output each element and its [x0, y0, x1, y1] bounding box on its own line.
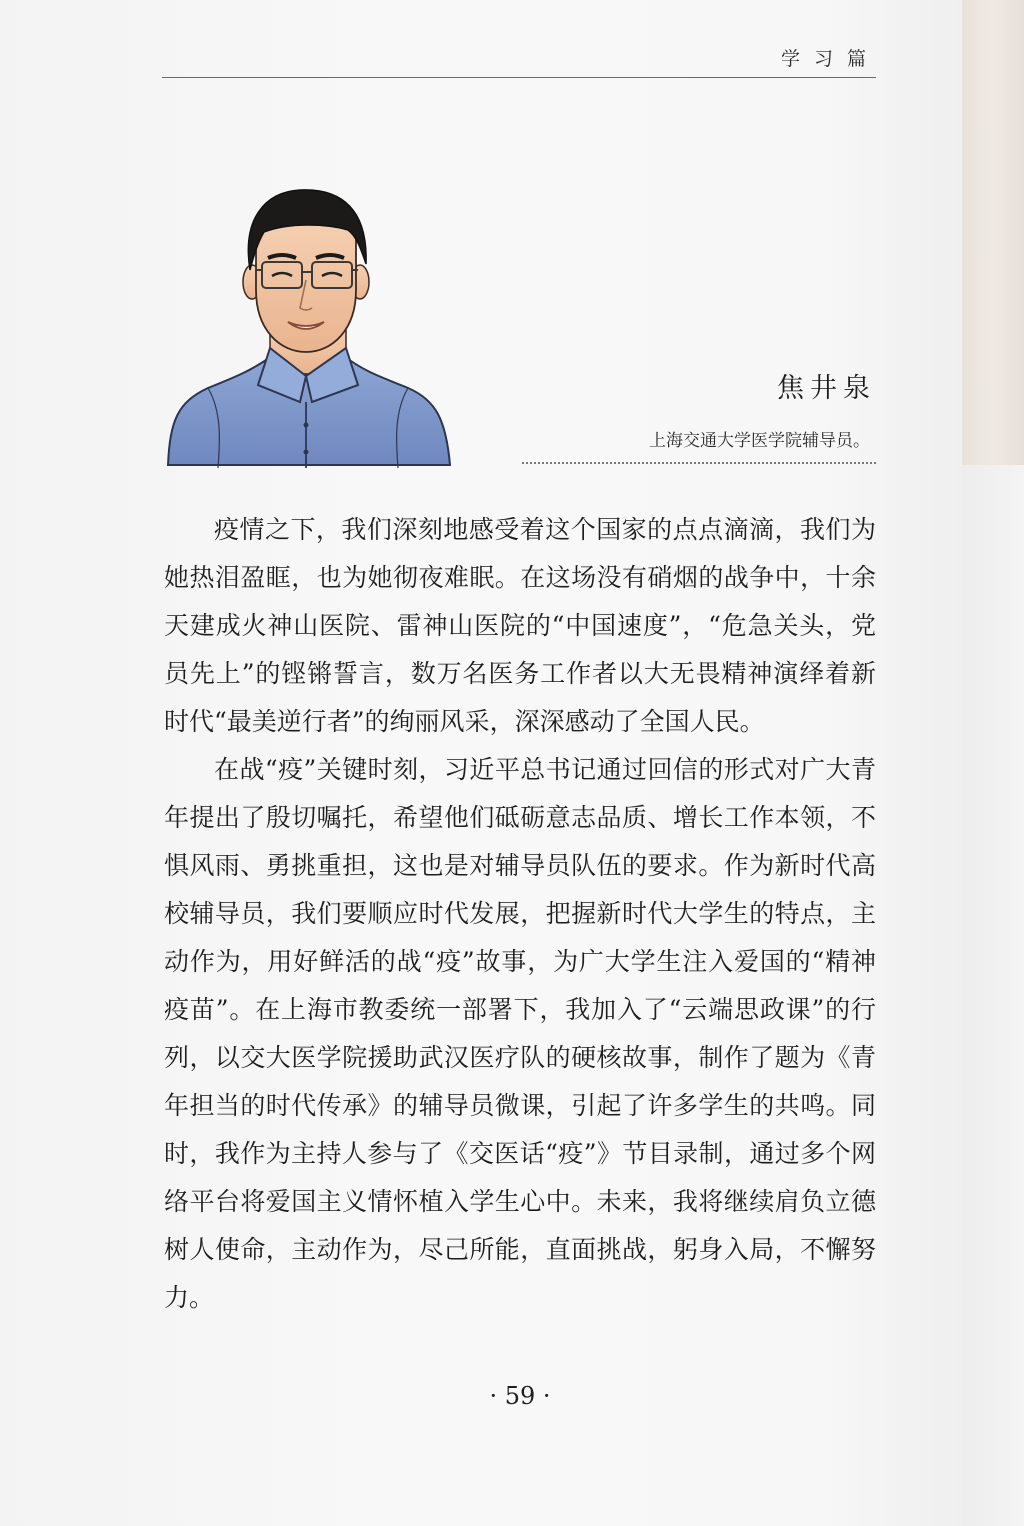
person-name: 焦井泉 — [777, 373, 876, 404]
article-body — [164, 506, 876, 1322]
paragraph: 疫情之下，我们深刻地感受着这个国家的点点滴滴，我们为她热泪盈眶，也为她彻夜难眠。在这场没有硝烟的战争中，十余天建成火神山医院、雷神山医院的“中国速度”，“危急关头，党员先上”的铿锵誓言，数万名医务工作者以大无畏精神演绎着新时代“最美逆行者”的绚丽风采，深深感动了全国人民。 — [164, 515, 876, 736]
page-number: · 59 · — [489, 1382, 551, 1410]
page-edge-lower — [962, 465, 1024, 1526]
running-head: 学习篇 — [780, 48, 880, 70]
paragraph: 在战“疫”关键时刻，习近平总书记通过回信的形式对广大青年提出了殷切嘱托，希望他们砥砺意志品质、增长工作本领，不惧风雨、勇挑重担，这也是对辅导员队伍的要求。作为新时代高校辅导员，我们要顺应时代发展，把握新时代大学生的特点，主动作为，用好鲜活的战“疫”故事，为广大学生注入爱国的“精神疫苗”。在上海市教委统一部署下，我加入了“云端思政课”的行列，以交大医学院援助武汉医疗队的硬核故事，制作了题为《青年担当的时代传承》的辅导员微课，引起了许多学生的共鸣。同时，我作为主持人参与了《交医话“疫”》节目录制，通过多个网络平台将爱国主义情怀植入学生心中。未来，我将继续肩负立德树人使命，主动作为，尽己所能，直面挑战，躬身入局，不懈努力。 — [164, 755, 876, 1312]
portrait-illustration — [160, 180, 452, 468]
face-shape — [256, 218, 356, 353]
page-edge-top — [962, 0, 1024, 465]
dotted-separator — [522, 462, 876, 464]
header-rule — [162, 77, 876, 78]
person-affiliation: 上海交通大学医学院辅导员。 — [649, 431, 870, 451]
